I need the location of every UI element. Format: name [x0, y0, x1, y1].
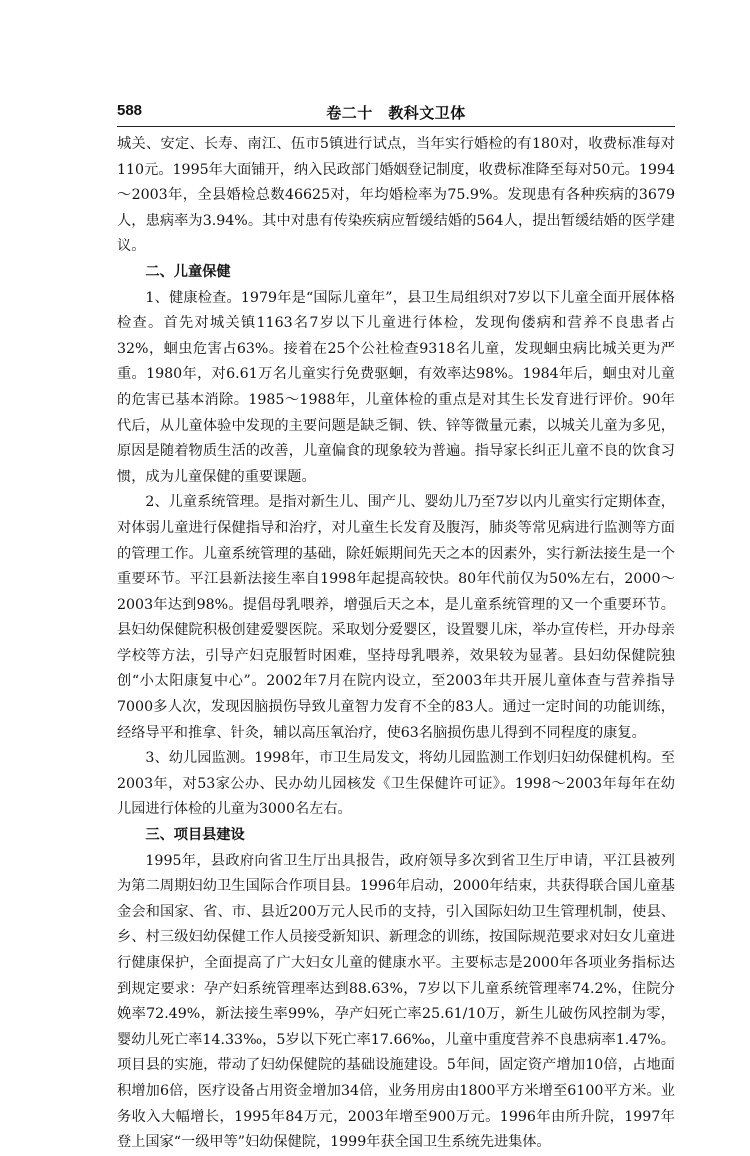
- running-head: 卷二十 教科文卫体: [326, 104, 466, 122]
- paragraph-health-check: 1、健康检查。1979年是“国际儿童年”，县卫生局组织对7岁以下儿童全面开展体格检查。首先对城关镇1163名7岁以下儿童进行体检，发现佝偻病和营养不良患者占32%，蛔虫危害占63%。接着在25个公社检查9318名儿童，发现蛔虫病比城关更为严重。1980年，对6.61万名儿童实行免费驱蛔，有效率达98%。1984年后，蛔虫对儿童的危害已基本消除。1985～1988年，儿童体检的重点是对其生长发育进行评价。90年代后，从儿童体验中发现的主要问题是缺乏铜、铁、锌等微量元素，以城关儿童为多见，原因是随着物质生活的改善，儿童偏食的现象较为普遍。指导家长纠正儿童不良的饮食习惯，成为儿童保健的重要课题。: [117, 289, 675, 485]
- paragraph-project-county: 1995年，县政府向省卫生厅出具报告，政府领导多次到省卫生厅申请，平江县被列为第二周期妇幼卫生国际合作项目县。1996年启动，2000年结束，共获得联合国儿童基金会和国家、省、市、县近200万元人民币的支持，引入国际妇幼卫生管理机制，使县、乡、村三级妇幼保健工作人员接受新知识、新理念的训练，按国际规范要求对妇女儿童进行健康保护，全面提高了广大妇女儿童的健康水平。主要标志是2000年各项业务指标达到规定要求：孕产妇系统管理率达到88.63%，7岁以下儿童系统管理率74.2%，住院分娩率72.49%，新法接生率99%，孕产妇死亡率25.61/10万，新生儿破伤风控制为零，婴幼儿死亡率14.33‰，5岁以下死亡率17.66‰，儿童中重度营养不良患病率1.47%。项目县的实施，带动了妇幼保健院的基础设施建设。5年间，固定资产增加10倍，占地面积增加6倍，医疗设备占用资金增加34倍，业务用房由1800平方米增至6100平方米。业务收入大幅增长，1995年84万元，2003年增至900万元。1996年由所升院，1997年登上国家“一级甲等”妇幼保健院，1999年获全国卫生系统先进集体。: [117, 852, 675, 1151]
- paragraph-kindergarten-monitoring: 3、幼儿园监测。1998年，市卫生局发文，将幼儿园监测工作划归妇幼保健机构。至2003年，对53家公办、民办幼儿园核发《卫生保健许可证》。1998～2003年每年在幼儿园进行体检的儿童为3000名左右。: [117, 750, 675, 818]
- continuation-paragraph: 城关、安定、长寿、南江、伍市5镇进行试点，当年实行婚检的有180对，收费标准每对110元。1995年大面铺开，纳入民政部门婚姻登记制度，收费标准降至每对50元。1994～2003年，全县婚检总数46625对，年均婚检率为75.9%。发现患有各种疾病的3679人，患病率为3.94%。其中对患有传染疾病应暂缓结婚的564人，提出暂缓结婚的医学建议。: [117, 136, 675, 255]
- section-heading-child-care: 二、儿童保健: [145, 263, 231, 280]
- paragraph-child-system-management: 2、儿童系统管理。是指对新生儿、围产儿、婴幼儿乃至7岁以内儿童实行定期体查，对体弱儿童进行保健指导和治疗，对儿童生长发育及腹泻，肺炎等常见病进行监测等方面的管理工作。儿童系统管理的基础，除妊娠期间先天之本的因素外，实行新法接生是一个重要环节。平江县新法接生率自1998年起提高较快。80年代前仅为50%左右，2000～2003年达到98%。提倡母乳喂养，增强后天之本，是儿童系统管理的又一个重要环节。县妇幼保健院积极创建爱婴医院。采取划分爱婴区，设置婴儿床，举办宣传栏，开办母亲学校等方法，引导产妇克服暂时困难，坚持母乳喂养，效果较为显著。县妇幼保健院独创“小太阳康复中心”。2002年7月在院内设立，至2003年共开展儿童体查与营养指导7000多人次，发现因脑损伤导致儿童智力发育不全的83人。通过一定时间的功能训练，经络导平和推拿、针灸，辅以高压氧治疗，使63名脑损伤患儿得到不同程度的康复。: [117, 494, 675, 741]
- article-body: [117, 132, 675, 1156]
- page-header: [117, 100, 675, 127]
- section-heading-project-county: 三、项目县建设: [145, 827, 245, 844]
- page-number: 588: [117, 102, 143, 119]
